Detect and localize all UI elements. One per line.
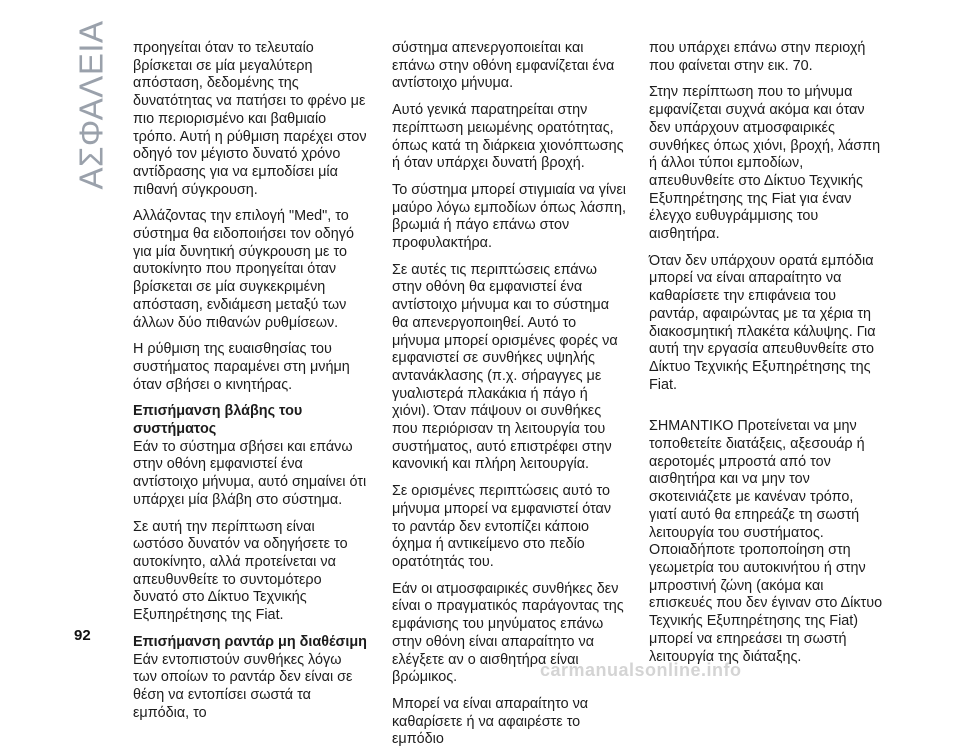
paragraph: Η ρύθμιση της ευαισθησίας του συστήματος παραμένει στη μνήμη όταν σβήσει ο κινητήρας. — [133, 341, 350, 393]
text-column-3 — [649, 40, 884, 666]
important-note: ΣΗΜΑΝΤΙΚΟ Προτείνεται να μην τοποθετείτε διατάξεις, αξεσουάρ ή αεροτομές μπροστά από τον αισθητήρα και να μην τον σκοτεινιάζετε με κανέναν τρόπο, γιατί αυτό θα επηρεάζε τη σωστή λειτουργία του συστήματος. Οποιαδήποτε τροποποίηση στη γεωμετρία του αυτοκινήτου ή στην μπροστινή ζώνη (ακόμα και επισκευές που δεν έγιναν στο Δίκτυο Τεχνικής Εξυπηρέτησης της Fiat) μπορεί να επηρεάσει τη σωστή λειτουργία της διάταξης. — [649, 418, 883, 665]
paragraph: σύστημα απενεργοποιείται και επάνω στην οθόνη εμφανίζεται ένα αντίστοιχο μήνυμα. — [392, 40, 615, 92]
paragraph: Αυτό γενικά παρατηρείται στην περίπτωση μειωμένης ορατότητας, όπως κατά τη διάρκεια χιονόπτωσης ή όταν υπάρχει δυνατή βροχή. — [392, 102, 624, 172]
paragraph: Στην περίπτωση που το μήνυμα εμφανίζεται συχνά ακόμα και όταν δεν υπάρχουν ατμοσφαιρικές συνθήκες όπως χιόνι, βροχή, λάσπη ή άλλοι τύποι εμποδίων, απευθυνθείτε στο Δίκτυο Τεχνικής Εξυπηρέτησης της Fiat για έναν έλεγχο ευθυγράμμισης του αισθητήρα. — [649, 84, 881, 243]
text-column-1 — [133, 40, 368, 722]
paragraph: Αλλάζοντας την επιλογή "Med", το σύστημα θα ειδοποιήσει τον οδηγό για μία δυνητική σύγκρουση με το αυτοκίνητο που προηγείται όταν βρίσκεται σε μία συγκεκριμένη απόσταση, ενδιάμεση μεταξύ των άλλων δύο πιθανών ρυθμίσεων. — [133, 208, 354, 331]
page-number: 92 — [74, 627, 91, 644]
paragraph: Εάν εντοπιστούν συνθήκες λόγω των οποίων το ραντάρ δεν είναι σε θέση να εντοπίσει σωστά τα εμπόδια, το — [133, 651, 353, 721]
paragraph: προηγείται όταν το τελευταίο βρίσκεται σε μία μεγαλύτερη απόσταση, δεδομένης της δυνατότητας να πατήσει το φρένο με πιο περιορισμένο και βαθμιαίο τρόπο. Αυτή η ρύθμιση παρέχει στον οδηγό τον μέγιστο δυνατό χρόνο αντίδρασης για να εμποδίσει μία πιθανή σύγκρουση. — [133, 40, 367, 198]
paragraph: Σε ορισμένες περιπτώσεις αυτό το μήνυμα μπορεί να εμφανιστεί όταν το ραντάρ δεν εντοπίζει κάποιο όχημα ή αντικείμενο στο πεδίο ορατότητάς του. — [392, 483, 612, 570]
section-heading: Επισήμανση ραντάρ μη διαθέσιμη — [133, 633, 367, 650]
paragraph: Εάν οι ατμοσφαιρικές συνθήκες δεν είναι ο πραγματικός παράγοντας της εμφάνισης του μηνύματος επάνω στην οθόνη είναι απαραίτητο να ελέγξετε αν ο αισθητήρα είναι βρώμικος. — [392, 580, 624, 686]
section-title-vertical — [72, 20, 112, 190]
paragraph: Σε αυτή την περίπτωση είναι ωστόσο δυνατόν να οδηγήσετε το αυτοκίνητο, αλλά προτείνεται να απευθυνθείτε το συντομότερο δυνατό στο Δίκτυο Τεχνικής Εξυπηρέτησης της Fiat. — [133, 518, 348, 624]
paragraph: Όταν δεν υπάρχουν ορατά εμπόδια μπορεί να είναι απαραίτητο να καθαρίσετε την επιφάνεια του ραντάρ, αφαιρώντας με τα χέρια τη διακοσμητική πλακέτα κάλυψης. Για αυτή την εργασία απευθυνθείτε στο Δίκτυο Τεχνικής Εξυπηρέτησης της Fiat. — [649, 252, 876, 393]
watermark-text: carmanualsonline.info — [540, 660, 742, 680]
paragraph: Μπορεί να είναι απαραίτητο να καθαρίσετε ή να αφαιρέστε το εμπόδιο — [392, 695, 589, 748]
paragraph: Σε αυτές τις περιπτώσεις επάνω στην οθόνη θα εμφανιστεί ένα αντίστοιχο μήνυμα και το σύστημα θα απενεργοποιηθεί. Αυτό το μήνυμα μπορεί ορισμένες φορές να εμφανιστεί σε συνθήκες υψηλής αντανάκλασης (π.χ. σήραγγες με γυαλιστερά πλακάκια ή πάγο ή χιόνι). Όταν πάψουν οι συνθήκες που περιόρισαν τη λειτουργία του συστήματος, αυτό επιστρέφει στην κανονική και πλήρη λειτουργία. — [392, 261, 618, 473]
section-heading: Επισήμανση βλάβης του συστήματος — [133, 403, 303, 438]
paragraph: Εάν το σύστημα σβήσει και επάνω στην οθόνη εμφανιστεί ένα αντίστοιχο μήνυμα, αυτό σημαίνει ότι υπάρχει μία βλάβη στο σύστημα. — [133, 438, 367, 508]
section-title-text: ΑΣΦΑΛΕΙΑ — [73, 20, 111, 190]
text-column-2 — [392, 40, 627, 749]
paragraph: που υπάρχει επάνω στην περιοχή που φαίνεται στην εικ. 70. — [649, 40, 866, 74]
paragraph: Το σύστημα μπορεί στιγμιαία να γίνει μαύρο λόγω εμποδίων όπως λάσπη, βρωμιά ή πάγο επάνω στον προφυλακτήρα. — [392, 181, 626, 252]
